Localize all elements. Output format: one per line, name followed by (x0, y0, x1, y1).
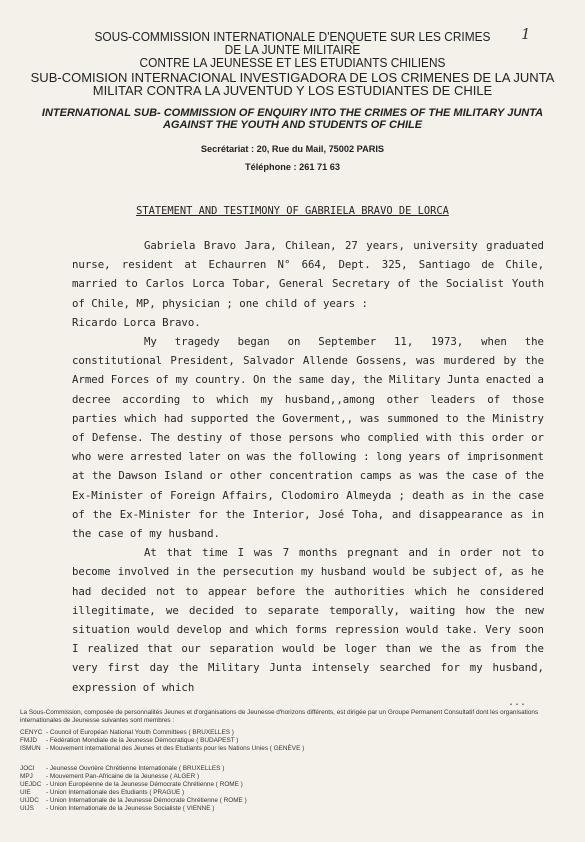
org-abbr: FMJD (20, 737, 38, 744)
header-fr-line-1: SOUS-COMMISSION INTERNATIONALE D'ENQUETE SUR LES CRIMES (94, 30, 491, 44)
org-name: - Mouvement international des Jeunes et des Etudiants pour les Nations Unies ( GENÈVE ) (46, 745, 305, 752)
paragraph-tragedy: My tragedy began on September 11, 1973, when the constitutional President, Salvador Allende Gossens, was murdered by the Armed Forces of my country. On the same day, the Military Junta enacted a decree according to which my husband,,among other leaders of those parties which had supported the Goverment,, was summoned to the Ministry of Defense. The destiny of those persons who complied with this order or who were arrested later on was the following : long years of imprisonment at the Dawson Island or other concentration camps as was the case of the Ex-Minister of Foreign Affairs, Clodomiro Almeyda ; death as in the case of the Ex-Minister for the Interior, José Toha, and disappearance as in the case of my husband. (72, 335, 544, 541)
footer-intro: La Sous-Commission, composée de personnalités Jeunes et d'organisations de Jeunesse d'horizons différents, est dirigée par un Groupe Permanent Consultatif dont les organisations internationales de Jeunesse suivantes sont membres : (20, 709, 539, 724)
org-entry (20, 729, 304, 737)
org-entry (20, 773, 247, 781)
org-name: - Fédération Mondiale de la Jeunesse Démocratique ( BUDAPEST ) (46, 737, 239, 744)
header-fr-line-2: DE LA JUNTE MILITAIRE (224, 43, 361, 57)
secretariat-address: Secrétariat : 20, Rue du Mail, 75002 PARIS (200, 144, 385, 154)
org-name: - Union Internationale de la Jeunesse Socialiste ( VIENNE ) (46, 805, 215, 812)
org-abbr: CENYC (20, 729, 43, 736)
org-entry (20, 781, 247, 789)
org-name: - Council of Européan National Youth Committees ( BRUXELLES ) (46, 729, 234, 736)
org-name: - Union Internationale des Etudiants ( PRAGUE ) (46, 789, 185, 796)
org-entry (20, 737, 304, 745)
document-title: STATEMENT AND TESTIMONY OF GABRIELA BRAVO DE LORCA (136, 205, 449, 217)
member-orgs-group-a (20, 729, 304, 753)
continuation-mark: ... (508, 697, 527, 708)
paragraph-child-name: Ricardo Lorca Bravo. (72, 315, 201, 329)
org-abbr: JOCI (20, 765, 35, 772)
testimony-body (72, 236, 544, 697)
header-en-line-2: AGAINST THE YOUTH AND STUDENTS OF CHILE (162, 119, 423, 131)
org-abbr: UIJDC (20, 797, 39, 804)
org-abbr: UEJDC (20, 781, 42, 788)
org-entry (20, 765, 247, 773)
paragraph-pregnancy: At that time I was 7 months pregnant and in order not to become involved in the persecution my husband would be subject of, as he had decided not to appear before the authorities which he considered illegitimate, we decided to separate temporally, waiting how the new situation would develop and which forms repression would take. Very soon I realized that our separation would be loger than we the as from the very first day the Military Junta intensely searched for my husband, expression of which (72, 546, 544, 694)
org-name: - Union Internationale de la Jeunesse Démocrate Chrétienne ( ROME ) (46, 797, 247, 804)
org-entry (20, 745, 304, 753)
header-fr-line-3: CONTRE LA JEUNESSE ET LES ETUDIANTS CHILIENS (139, 56, 446, 70)
telephone: Téléphone : 261 71 63 (245, 162, 340, 172)
header-es-line-1: SUB-COMISION INTERNACIONAL INVESTIGADORA DE LOS CRIMENES DE LA JUNTA (30, 70, 555, 85)
header-en-line-1: INTERNATIONAL SUB- COMMISSION OF ENQUIRY INTO THE CRIMES OF THE MILITARY JUNTA (41, 107, 544, 119)
org-entry (20, 797, 247, 805)
paragraph-intro: Gabriela Bravo Jara, Chilean, 27 years, university graduated nurse, resident at Echaurren N° 664, Dept. 325, Santiago de Chile, married to Carlos Lorca Tobar, General Secretary of the Socialist Youth of Chile, MP, physician ; one child of years : (72, 239, 544, 310)
org-entry (20, 789, 247, 797)
member-orgs-group-b (20, 765, 247, 813)
org-abbr: UIJS (20, 805, 34, 812)
org-abbr: ISMUN (20, 745, 41, 752)
org-abbr: MPJ (20, 773, 33, 780)
org-name: - Union Européenne de la Jeunesse Démocrate Chrétienne ( ROME ) (46, 781, 243, 788)
org-name: - Jeunesse Ouvrière Chrétienne Internationale ( BRUXELLES ) (46, 765, 225, 772)
org-name: - Mouvement Pan-Africaine de la Jeunesse ( ALGER ) (46, 773, 200, 780)
org-abbr: UIE (20, 789, 31, 796)
header-es-line-2: MILITAR CONTRA LA JUVENTUD Y LOS ESTUDIANTES DE CHILE (92, 83, 493, 98)
org-entry (20, 805, 247, 813)
page-number: 1 (521, 25, 531, 43)
